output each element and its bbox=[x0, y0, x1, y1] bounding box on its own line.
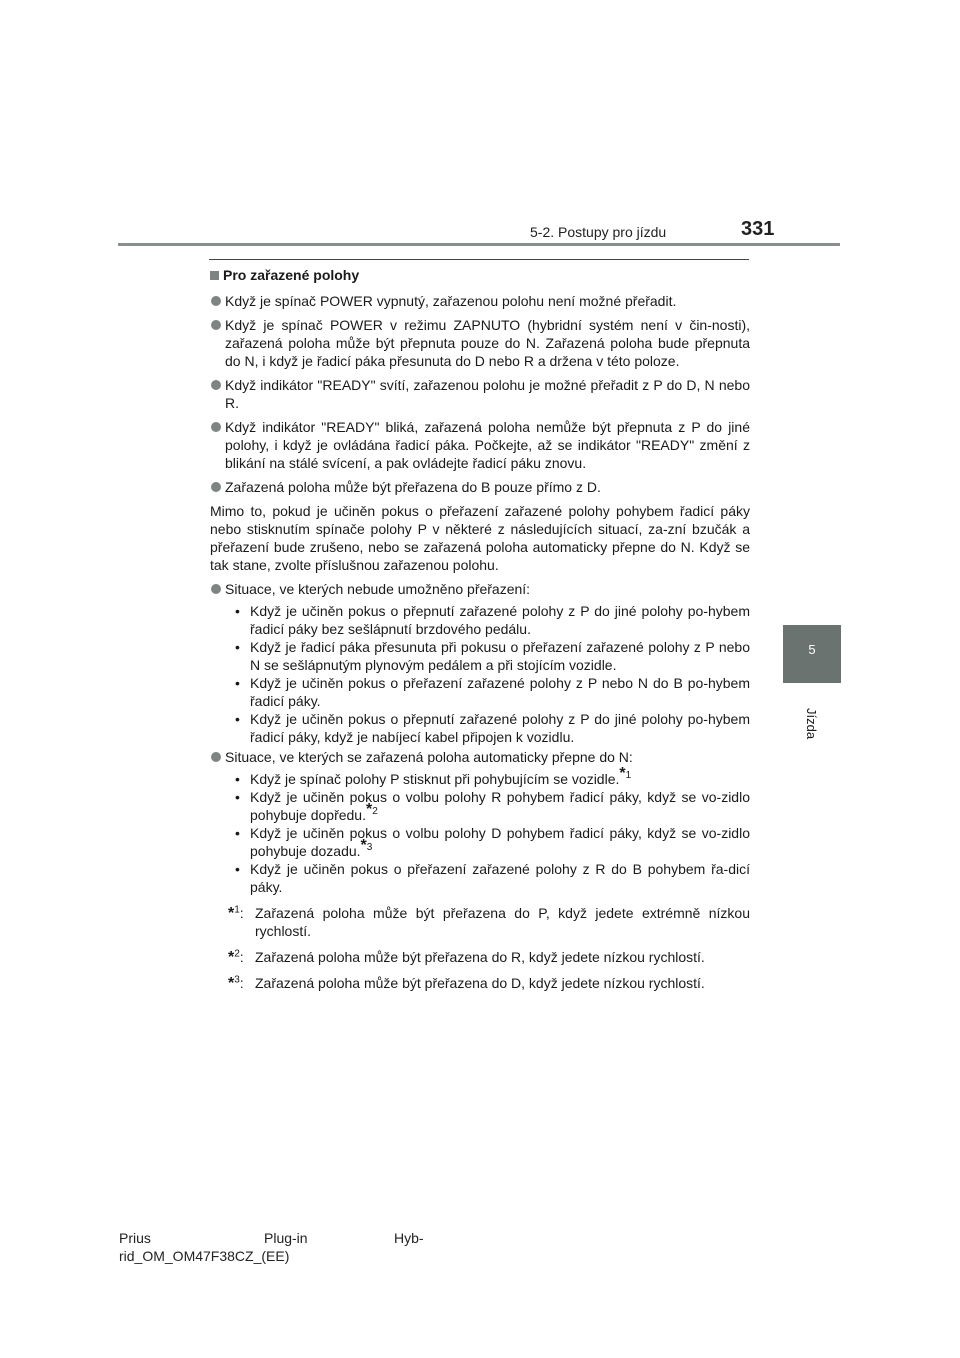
bullet-text: Když je spínač POWER vypnutý, zařazenou polohu není možné přeřadit. bbox=[225, 293, 677, 309]
section-title: 5-2. Postupy pro jízdu bbox=[530, 224, 667, 240]
footer-type: Hyb- bbox=[394, 1230, 424, 1246]
page-number: 331 bbox=[741, 218, 775, 240]
footer-doc-code: rid_OM_OM47F38CZ_(EE) bbox=[119, 1248, 290, 1264]
footer-variant: Plug-in bbox=[264, 1230, 308, 1246]
round-bullet-icon bbox=[211, 482, 221, 492]
footnote: *$^2$: Zařazená poloha může být přeřazena do R, když jedete nízkou rychlostí. bbox=[228, 948, 705, 966]
bullet-text: Zařazená poloha může být přeřazena do B pouze přímo z D. bbox=[225, 479, 601, 495]
footnote-ref: 2 bbox=[372, 806, 378, 818]
sub-list-item: • Když je učiněn pokus o volbu polohy D pohybem řadicí páky, když se vo-zidlo pohybuje dozadu.$^{*3}$ bbox=[235, 825, 750, 859]
bullet-item bbox=[210, 316, 750, 370]
sub-item-text: Když je spínač polohy P stisknut při pohybujícím se vozidle. bbox=[250, 771, 620, 787]
footnote: *$^1$: Zařazená poloha může být přeřazena do P, když jedete extrémně nízkou rychlostí. bbox=[228, 904, 750, 939]
body-paragraph: Mimo to, pokud je učiněn pokus o přeřazení zařazené polohy pohybem řadicí páky nebo stisknutím spínače polohy P v některé z následujících situací, za-zní bzučák a přeřazení bude zrušeno, nebo se zařazená poloha automaticky přepne do N. Když se tak stane, zvolte příslušnou zařazenou polohu. bbox=[210, 503, 750, 573]
round-bullet-icon bbox=[211, 320, 221, 330]
bullet-item bbox=[210, 478, 750, 496]
round-bullet-icon bbox=[211, 422, 221, 432]
bullet-text: Když indikátor "READY" bliká, zařazená poloha nemůže být přepnuta z P do jiné polohy, i když je ovládána řadicí páka. Počkejte, až se indikátor "READY" změní z blikání na stálé svícení, a pak ovládejte řadicí páku znovu. bbox=[225, 419, 750, 471]
page-footer bbox=[119, 1229, 424, 1265]
sub-item-text: Když je učiněn pokus o volbu polohy D pohybem řadicí páky, když se vo-zidlo pohybuje dozadu. bbox=[250, 825, 750, 859]
sub-list bbox=[210, 602, 750, 746]
sub-list-item: • Když je učiněn pokus o volbu polohy R pohybem řadicí páky, když se vo-zidlo pohybuje dopředu.$^{*2}$ bbox=[235, 789, 750, 823]
bullet-text: Když indikátor "READY" svítí, zařazenou polohu je možné přeřadit z P do D, N nebo R. bbox=[225, 377, 750, 411]
bullet-item bbox=[210, 376, 750, 412]
sub-item-text: Když je učiněn pokus o přeřazení zařazené polohy z P nebo N do B po-hybem řadicí páky. bbox=[250, 675, 750, 709]
round-bullet-icon bbox=[211, 584, 221, 594]
square-bullet-icon bbox=[210, 271, 219, 280]
sub-list-item: • Když je učiněn pokus o přeřazení zařazené polohy z P nebo N do B po-hybem řadicí páky. bbox=[235, 675, 750, 709]
main-content bbox=[210, 266, 750, 1000]
chapter-label-wrap bbox=[805, 708, 825, 748]
footnote-text: Zařazená poloha může být přeřazena do R, když jedete nízkou rychlostí. bbox=[255, 949, 705, 965]
footnote-number: 2 bbox=[234, 948, 240, 960]
sub-list-item: • Když je učiněn pokus o přeřazení zařazené polohy z R do B pohybem řa-dicí páky. bbox=[235, 861, 750, 895]
bullet-item bbox=[210, 292, 750, 310]
bullet-text: Když je spínač POWER v režimu ZAPNUTO (hybridní systém není v čin-nosti), zařazená poloha může být přepnuta pouze do N. Zařazená poloha bude přepnuta do N, i když je řadicí páka přesunuta do D nebo R a držena v této poloze. bbox=[225, 317, 750, 369]
sub-list-item: • Když je učiněn pokus o přepnutí zařazené polohy z P do jiné polohy po-hybem řadicí páky, když je nabíjecí kabel připojen k vozidlu. bbox=[235, 711, 750, 745]
bullet-item bbox=[210, 418, 750, 472]
round-bullet-icon bbox=[211, 296, 221, 306]
bullet-item bbox=[210, 580, 750, 598]
round-bullet-icon bbox=[211, 752, 221, 762]
round-bullet-icon bbox=[211, 380, 221, 390]
bullet-item bbox=[210, 748, 750, 766]
chapter-number: 5 bbox=[808, 642, 816, 657]
footnote-number: 1 bbox=[234, 904, 240, 916]
sub-list bbox=[210, 765, 750, 896]
footer-model: Prius bbox=[119, 1230, 151, 1246]
header-rule bbox=[118, 243, 840, 246]
sub-item-text: Když je učiněn pokus o volbu polohy R pohybem řadicí páky, když se vo-zidlo pohybuje dopředu. bbox=[250, 789, 750, 823]
section-heading bbox=[210, 266, 750, 284]
heading-text: Pro zařazené polohy bbox=[223, 267, 360, 283]
sub-item-text: Když je učiněn pokus o přepnutí zařazené polohy z P do jiné polohy po-hybem řadicí páky, když je nabíjecí kabel připojen k vozidlu. bbox=[250, 711, 750, 745]
bullet-text: Situace, ve kterých nebude umožněno přeřazení: bbox=[225, 581, 531, 597]
sub-item-text: Když je učiněn pokus o přepnutí zařazené polohy z P do jiné polohy po-hybem řadicí páky bez sešlápnutí brzdového pedálu. bbox=[250, 603, 750, 637]
sub-list-item: • Když je spínač polohy P stisknut při pohybujícím se vozidle.$^{*1}$ bbox=[235, 765, 632, 787]
sub-list-item: • Když je řadicí páka přesunuta při pokusu o přeřazení zařazené polohy z P nebo N se sešlápnutým plynovým pedálem a při stojícím vozidle. bbox=[235, 639, 750, 673]
bullet-text: Situace, ve kterých se zařazená poloha automaticky přepne do N: bbox=[225, 749, 633, 765]
footnote-ref: 3 bbox=[366, 842, 373, 854]
footnote-number: 3 bbox=[234, 974, 240, 986]
sub-list-item: • Když je učiněn pokus o přepnutí zařazené polohy z P do jiné polohy po-hybem řadicí páky bez sešlápnutí brzdového pedálu. bbox=[235, 603, 750, 637]
footnote-text: Zařazená poloha může být přeřazena do P, když jedete extrémně nízkou rychlostí. bbox=[255, 905, 750, 939]
sub-item-text: Když je učiněn pokus o přeřazení zařazené polohy z R do B pohybem řa-dicí páky. bbox=[250, 861, 750, 895]
footnote-ref: 1 bbox=[625, 770, 632, 782]
sub-item-text: Když je řadicí páka přesunuta při pokusu o přeřazení zařazené polohy z P nebo N se sešlápnutým plynovým pedálem a při stojícím vozidle. bbox=[250, 639, 750, 673]
chapter-tab bbox=[783, 625, 841, 683]
chapter-label: Jízda bbox=[804, 708, 819, 740]
section-divider bbox=[209, 259, 749, 260]
footnote-text: Zařazená poloha může být přeřazena do D, když jedete nízkou rychlostí. bbox=[255, 975, 705, 991]
footnote: *$^3$: Zařazená poloha může být přeřazena do D, když jedete nízkou rychlostí. bbox=[228, 974, 705, 992]
